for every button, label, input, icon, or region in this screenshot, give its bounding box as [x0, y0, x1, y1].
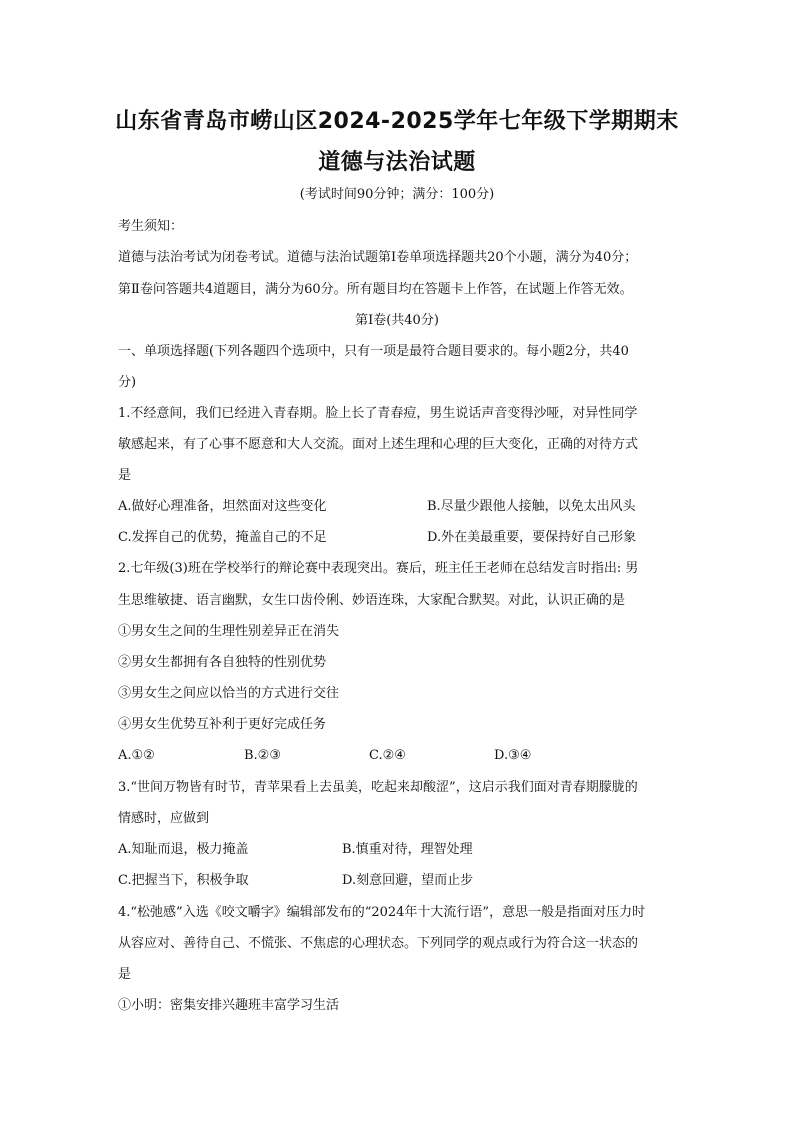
exam-title: 山东省青岛市崂山区2024-2025学年七年级下学期期末	[115, 109, 679, 134]
exam-info: (考试时间90分钟；满分：100分)	[299, 187, 495, 202]
q1-stem-line-1: 1.不经意间，我们已经进入青春期。脸上长了青春痘，男生说话声音变得沙哑，对异性同学	[118, 406, 638, 421]
q2-statement-3: ③男女生之间应以恰当的方式进行交往	[118, 686, 340, 701]
q1-option-d: D.外在美最重要，要保持好自己形象	[427, 530, 637, 545]
q3-stem-line-1: 3.“世间万物皆有时节，青苹果看上去虽美，吃起来却酸涩”，这启示我们面对青春期朦胧的	[118, 780, 638, 795]
notice-line-1: 道德与法治考试为闭卷考试。道德与法治试题第Ⅰ卷单项选择题共20个小题，满分为40分；	[118, 250, 638, 265]
q2-option-b: B.②③	[244, 748, 281, 763]
notice-heading: 考生须知：	[118, 219, 184, 234]
q2-option-c: C.②④	[369, 748, 406, 763]
q2-option-d: D.③④	[494, 748, 532, 763]
q1-option-b: B.尽量少跟他人接触，以免太出风头	[427, 499, 636, 514]
section-instruction-line-2: 分)	[118, 375, 137, 390]
q2-stem-line-1: 2.七年级(3)班在学校举行的辩论赛中表现突出。赛后，班主任王老师在总结发言时指出: 男	[118, 561, 639, 576]
q1-option-a: A.做好心理准备，坦然面对这些变化	[118, 499, 327, 514]
q1-stem-line-3: 是	[118, 468, 132, 483]
q2-stem-line-2: 生思维敏捷、语言幽默，女生口齿伶俐、妙语连珠，大家配合默契。对此，认识正确的是	[118, 593, 626, 608]
q2-statement-2: ②男女生都拥有各自独特的性别优势	[118, 655, 327, 670]
exam-subtitle: 道德与法治试题	[318, 150, 476, 175]
q2-option-a: A.①②	[118, 748, 155, 763]
section-title: 第Ⅰ卷(共40分)	[355, 313, 439, 328]
q2-statement-4: ④男女生优势互补利于更好完成任务	[118, 717, 327, 732]
q3-option-b: B.慎重对待，理智处理	[342, 842, 473, 857]
q1-stem-line-2: 敏感起来，有了心事不愿意和大人交流。面对上述生理和心理的巨大变化，正确的对待方式	[118, 437, 639, 452]
q1-option-c: C.发挥自己的优势，掩盖自己的不足	[118, 530, 327, 545]
q3-option-d: D.刻意回避，望而止步	[342, 873, 474, 888]
q4-stem-line-1: 4.“松弛感”入选《咬文嚼字》编辑部发布的“2024年十大流行语”，意思一般是指面对压力时	[118, 905, 646, 920]
q2-statement-1: ①男女生之间的生理性别差异正在消失	[118, 624, 340, 639]
q3-option-a: A.知耻而退，极力掩盖	[118, 842, 249, 857]
q3-option-c: C.把握当下，积极争取	[118, 873, 249, 888]
q4-statement-1: ①小明：密集安排兴趣班丰富学习生活	[118, 998, 340, 1013]
q3-stem-line-2: 情感时，应做到	[118, 811, 210, 826]
q4-stem-line-2: 从容应对、善待自己、不慌张、不焦虑的心理状态。下列同学的观点或行为符合这一状态的	[118, 936, 639, 951]
q4-stem-line-3: 是	[118, 967, 132, 982]
notice-line-2: 第Ⅱ卷问答题共4道题目，满分为60分。所有题目均在答题卡上作答，在试题上作答无效。	[118, 282, 633, 297]
section-instruction-line-1: 一、单项选择题(下列各题四个选项中，只有一项是最符合题目要求的。每小题2分，共40	[118, 344, 629, 359]
